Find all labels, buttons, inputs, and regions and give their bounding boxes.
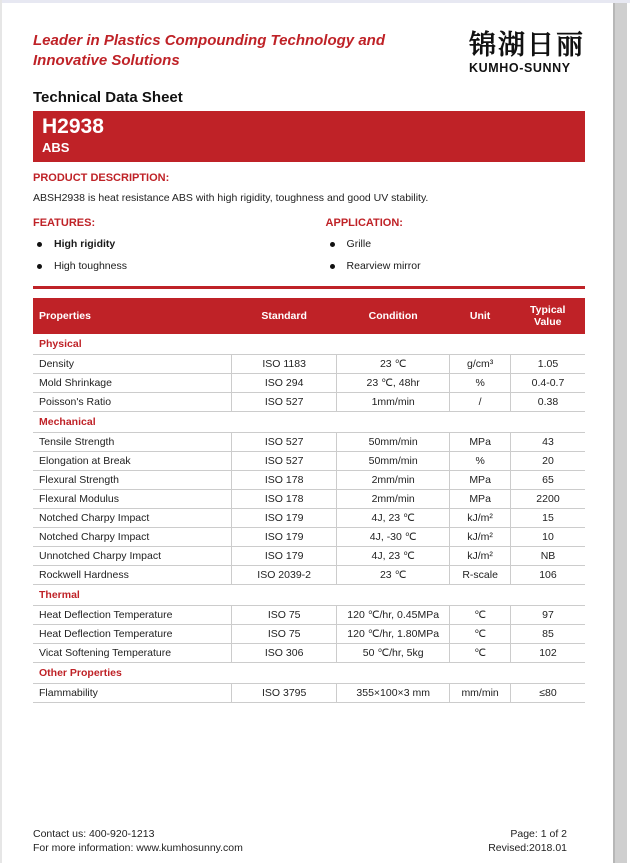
table-row (33, 547, 585, 566)
footer-page-number: Page: 1 of 2 (510, 827, 567, 840)
table-cell: ISO 527 (232, 393, 337, 412)
list-item (326, 259, 585, 273)
table-cell: ISO 2039-2 (232, 566, 337, 585)
table-section-label: Thermal (33, 585, 585, 606)
bullet-icon (330, 242, 335, 247)
footer-contact: Contact us: 400-920-1213 (33, 827, 155, 840)
table-cell: ISO 179 (232, 528, 337, 547)
table-cell: Flexural Strength (33, 471, 232, 490)
table-cell: 10 (510, 528, 585, 547)
table-cell: Mold Shrinkage (33, 374, 232, 393)
table-row (33, 606, 585, 625)
table-row (33, 374, 585, 393)
table-cell: 2mm/min (337, 471, 450, 490)
table-cell: 1.05 (510, 355, 585, 374)
table-cell: R-scale (450, 566, 511, 585)
properties-table (33, 298, 585, 703)
table-cell: 85 (510, 625, 585, 644)
table-cell: 0.4-0.7 (510, 374, 585, 393)
table-cell: ISO 178 (232, 490, 337, 509)
table-section-label: Physical (33, 334, 585, 355)
application-list (326, 237, 585, 273)
masthead (33, 31, 585, 75)
table-cell: 2200 (510, 490, 585, 509)
column-header-standard: Standard (232, 298, 337, 334)
properties-table-body (33, 334, 585, 703)
footer-revised-date: Revised:2018.01 (488, 841, 567, 854)
table-row (33, 644, 585, 663)
product-description-text: ABSH2938 is heat resistance ABS with high rigidity, toughness and good UV stability. (33, 192, 429, 205)
features-list (33, 237, 326, 273)
table-cell: 4J, 23 ℃ (337, 547, 450, 566)
table-cell: ISO 179 (232, 509, 337, 528)
table-cell: 23 ℃, 48hr (337, 374, 450, 393)
table-cell: Flexural Modulus (33, 490, 232, 509)
table-cell: g/cm³ (450, 355, 511, 374)
table-section-row (33, 412, 585, 433)
table-cell: ISO 527 (232, 433, 337, 452)
application-column (326, 217, 585, 273)
document-title: Technical Data Sheet (33, 89, 183, 106)
table-cell: 355×100×3 mm (337, 684, 450, 703)
product-grade: H2938 (42, 115, 104, 138)
features-application-section (33, 217, 585, 273)
table-cell: % (450, 374, 511, 393)
table-cell: 106 (510, 566, 585, 585)
table-cell: 50mm/min (337, 452, 450, 471)
table-row (33, 393, 585, 412)
table-cell: ISO 75 (232, 625, 337, 644)
bullet-icon (330, 264, 335, 269)
table-cell: % (450, 452, 511, 471)
table-cell: Heat Deflection Temperature (33, 625, 232, 644)
table-section-label: Mechanical (33, 412, 585, 433)
list-item-label: High toughness (54, 260, 127, 273)
footer-page-block (488, 827, 567, 855)
table-cell: mm/min (450, 684, 511, 703)
table-cell: Density (33, 355, 232, 374)
product-banner (33, 111, 585, 162)
table-cell: ≤80 (510, 684, 585, 703)
table-cell: MPa (450, 433, 511, 452)
footer-contact-block (33, 827, 243, 855)
list-item-label: Grille (346, 238, 372, 251)
table-cell: 120 ℃/hr, 0.45MPa (337, 606, 450, 625)
logo-english-text: KUMHO-SUNNY (469, 61, 571, 75)
features-heading: FEATURES: (33, 217, 96, 230)
table-cell: MPa (450, 471, 511, 490)
bullet-icon (37, 242, 42, 247)
bullet-icon (37, 264, 42, 269)
table-cell: 65 (510, 471, 585, 490)
list-item (326, 237, 585, 251)
list-item (33, 237, 326, 251)
table-cell: 4J, -30 ℃ (337, 528, 450, 547)
table-section-row (33, 334, 585, 355)
footer-more-info[interactable]: For more information: www.kumhosunny.com (33, 841, 243, 854)
list-item-label: Rearview mirror (346, 260, 421, 273)
column-header-condition: Condition (337, 298, 450, 334)
table-cell: / (450, 393, 511, 412)
table-cell: ISO 1183 (232, 355, 337, 374)
product-resin: ABS (42, 140, 70, 156)
table-cell: NB (510, 547, 585, 566)
table-cell: 23 ℃ (337, 355, 450, 374)
table-cell: ℃ (450, 606, 511, 625)
table-row (33, 452, 585, 471)
table-cell: Tensile Strength (33, 433, 232, 452)
table-cell: 23 ℃ (337, 566, 450, 585)
table-cell: Notched Charpy Impact (33, 509, 232, 528)
table-row (33, 471, 585, 490)
table-cell: 50 ℃/hr, 5kg (337, 644, 450, 663)
table-cell: 102 (510, 644, 585, 663)
table-cell: kJ/m² (450, 528, 511, 547)
table-cell: ISO 294 (232, 374, 337, 393)
table-row (33, 509, 585, 528)
table-cell: 15 (510, 509, 585, 528)
table-cell: 97 (510, 606, 585, 625)
table-cell: Rockwell Hardness (33, 566, 232, 585)
table-section-row (33, 585, 585, 606)
company-tagline: Leader in Plastics Compounding Technology and Innovative Solutions (33, 32, 385, 70)
page-footer (33, 827, 567, 855)
product-description-heading: PRODUCT DESCRIPTION: (33, 172, 170, 185)
section-divider-rule (33, 286, 585, 289)
table-cell: ISO 306 (232, 644, 337, 663)
table-cell: 0.38 (510, 393, 585, 412)
table-cell: Vicat Softening Temperature (33, 644, 232, 663)
table-row (33, 684, 585, 703)
column-header-typical-value: Typical Value (510, 298, 585, 334)
table-cell: Unnotched Charpy Impact (33, 547, 232, 566)
logo-chinese-text: 锦湖日丽 (469, 30, 585, 60)
table-row (33, 528, 585, 547)
table-cell: ISO 75 (232, 606, 337, 625)
table-cell: Flammability (33, 684, 232, 703)
table-cell: ℃ (450, 644, 511, 663)
table-cell: kJ/m² (450, 509, 511, 528)
table-header-row (33, 298, 585, 334)
table-cell: Heat Deflection Temperature (33, 606, 232, 625)
table-cell: Notched Charpy Impact (33, 528, 232, 547)
table-cell: kJ/m² (450, 547, 511, 566)
table-cell: 4J, 23 ℃ (337, 509, 450, 528)
table-cell: ℃ (450, 625, 511, 644)
table-row (33, 433, 585, 452)
scrollbar[interactable] (613, 3, 627, 863)
table-row (33, 566, 585, 585)
table-cell: ISO 179 (232, 547, 337, 566)
table-cell: ISO 3795 (232, 684, 337, 703)
table-row (33, 355, 585, 374)
features-column (33, 217, 326, 273)
table-cell: 43 (510, 433, 585, 452)
list-item (33, 259, 326, 273)
table-cell: Elongation at Break (33, 452, 232, 471)
table-cell: 2mm/min (337, 490, 450, 509)
table-section-label: Other Properties (33, 663, 585, 684)
table-cell: MPa (450, 490, 511, 509)
table-cell: Poisson's Ratio (33, 393, 232, 412)
application-heading: APPLICATION: (325, 217, 403, 230)
table-cell: 1mm/min (337, 393, 450, 412)
table-cell: 20 (510, 452, 585, 471)
table-cell: 50mm/min (337, 433, 450, 452)
table-section-row (33, 663, 585, 684)
table-cell: ISO 527 (232, 452, 337, 471)
column-header-unit: Unit (450, 298, 511, 334)
table-row (33, 625, 585, 644)
list-item-label: High rigidity (54, 238, 116, 251)
table-cell: 120 ℃/hr, 1.80MPa (337, 625, 450, 644)
column-header-properties: Properties (33, 298, 232, 334)
table-cell: ISO 178 (232, 471, 337, 490)
table-row (33, 490, 585, 509)
company-logo (469, 31, 585, 75)
